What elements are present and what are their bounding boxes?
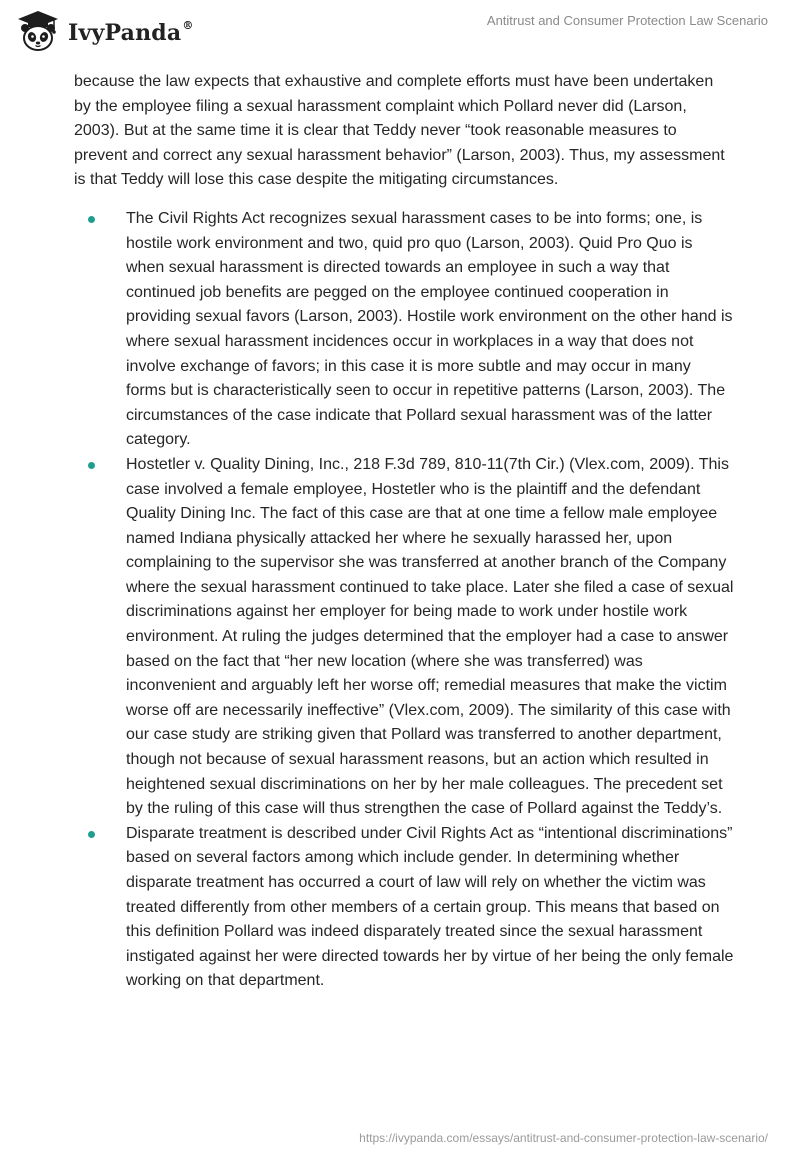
registered-mark: ® (182, 19, 194, 32)
brand-name-text: IvyPanda (68, 20, 182, 46)
page-header (0, 0, 800, 64)
source-url[interactable]: https://ivypanda.com/essays/antitrust-and-consumer-protection-law-scenario/ (359, 1131, 768, 1145)
list-item-text: Disparate treatment is described under Civil Rights Act as “intentional discriminations” based on several factors among which include gender. In determining whether disparate treatment has occurred a court of law will rely on whether the victim was treated differently from other members of a certain group. This means that based on this definition Pollard was indeed disparately treated since the sexual harassment instigated against her were directed towards her by virtue of her being the only female working on that department. (126, 824, 734, 990)
bullet-dot-icon (88, 216, 95, 223)
essay-content (74, 70, 734, 994)
bullet-dot-icon (88, 462, 95, 469)
brand-name (68, 18, 194, 44)
ivypanda-logo[interactable] (14, 8, 194, 54)
intro-paragraph: because the law expects that exhaustive and complete efforts must have been undertaken by the employee filing a sexual harassment complaint which Pollard never did (Larson, 2003). But at the same time it is clear that Teddy never “took reasonable measures to prevent and correct any sexual harassment behavior” (Larson, 2003). Thus, my assessment is that Teddy will lose this case despite the mitigating circumstances. (74, 73, 725, 189)
bullet-list (74, 207, 734, 994)
list-item (74, 207, 734, 453)
list-item-text: The Civil Rights Act recognizes sexual harassment cases to be into forms; one, is hostile work environment and two, quid pro quo (Larson, 2003). Quid Pro Quo is when sexual harassment is directed towards an employee in such a way that continued job benefits are pegged on the employee continued cooperation in providing sexual favors (Larson, 2003). Hostile work environment on the other hand is where sexual harassment incidences occur in workplaces in a way that does not involve exchange of favors; in this case it is more subtle and may occur in many forms but is characteristically seen to occur in repetitive patterns (Larson, 2003). The circumstances of the case indicate that Pollard sexual harassment was of the latter category. (126, 209, 733, 449)
list-item (74, 453, 734, 822)
panda-graduation-cap-icon (14, 9, 62, 53)
list-item-text: Hostetler v. Quality Dining, Inc., 218 F.3d 789, 810-11(7th Cir.) (Vlex.com, 2009). This case involved a female employee, Hostetler who is the plaintiff and the defendant Quality Dining Inc. The fact of this case are that at one time a fellow male employee named Indiana physically attacked her where he sexually harassed her, upon complaining to the supervisor she was transferred at another branch of the Company where the sexual harassment continued to take place. Later she filed a case of sexual discriminations against her employer for being made to work under hostile work environment. At ruling the judges determined that the employer had a case to answer based on the fact that “her new location (where she was transferred) was inconvenient and arguably left her worse off; remedial measures that make the victim worse off are necessarily ineffective” (Vlex.com, 2009). The similarity of this case with our case study are striking given that Pollard was transferred to another department, though not because of sexual harassment reasons, but an action which resulted in heightened sexual discriminations on her by her male colleagues. The precedent set by the ruling of this case will thus strengthen the case of Pollard against the Teddy’s. (126, 455, 734, 818)
list-item (74, 822, 734, 994)
document-title: Antitrust and Consumer Protection Law Scenario (486, 13, 768, 28)
bullet-dot-icon (88, 831, 95, 838)
